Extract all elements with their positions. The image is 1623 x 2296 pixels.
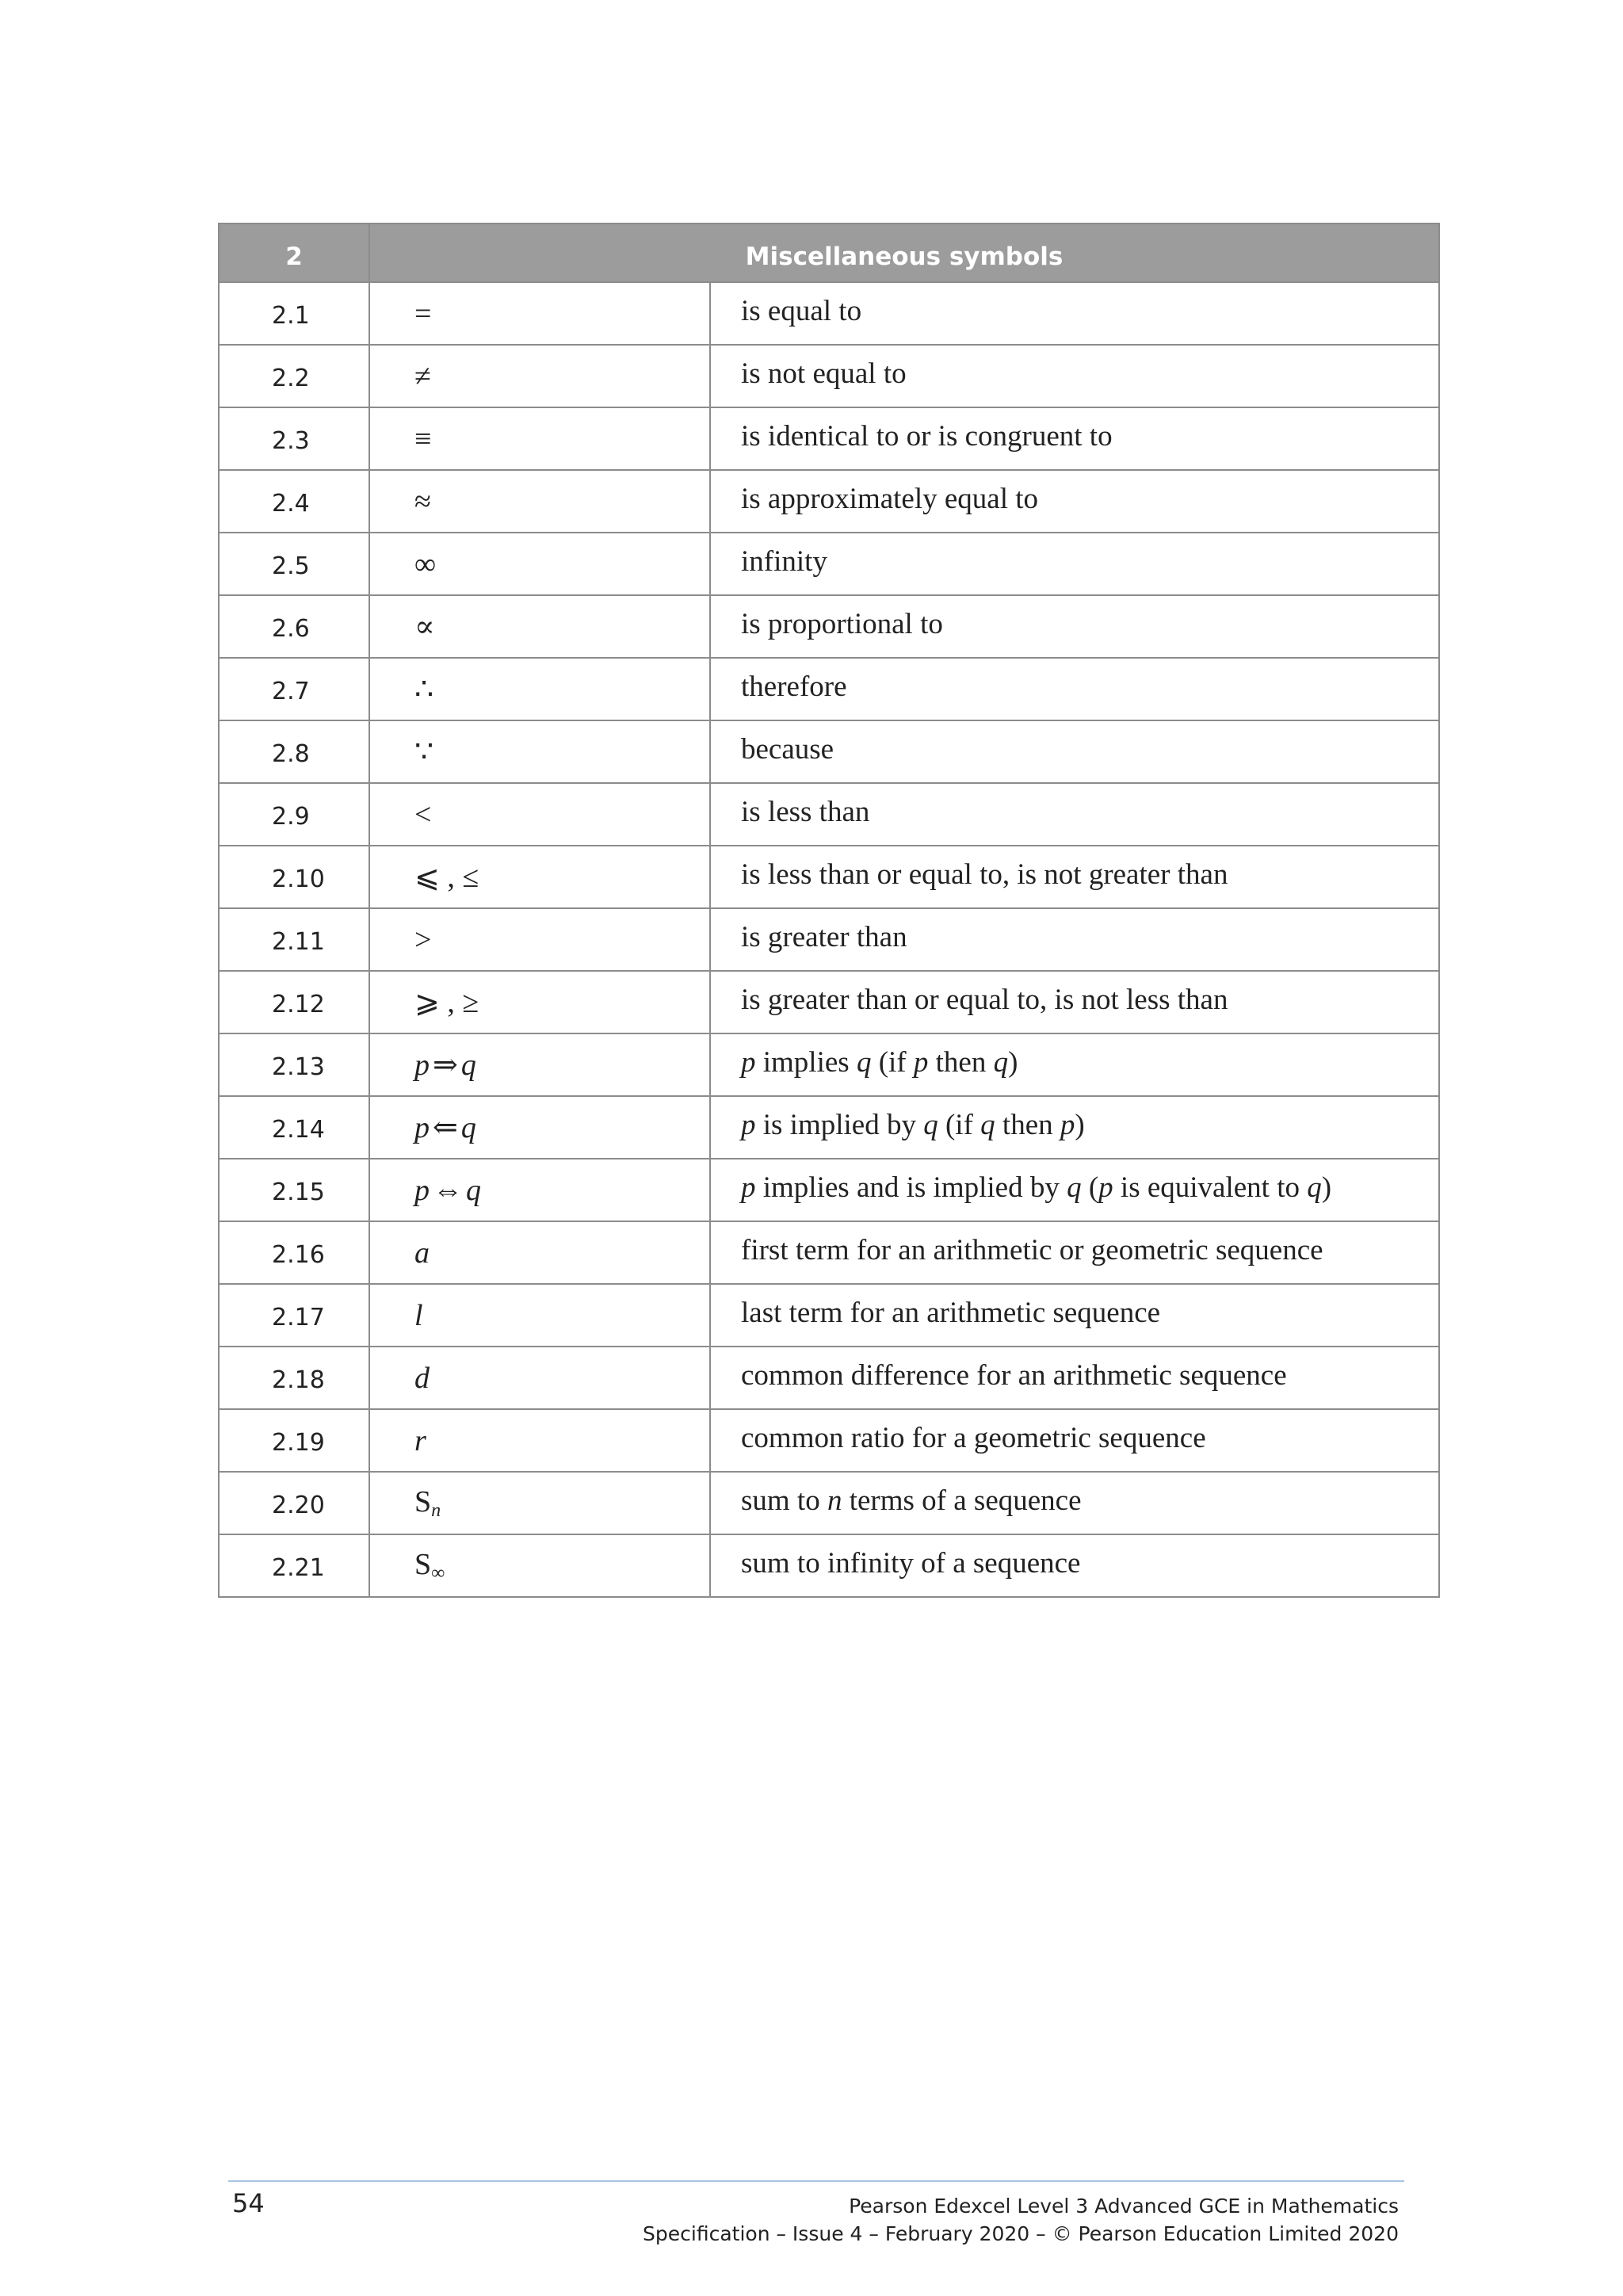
table-row <box>219 1534 1439 1597</box>
table-header-row <box>219 223 1439 282</box>
page-number: 54 <box>232 2188 265 2218</box>
meaning: last term for an arithmetic sequence <box>710 1284 1439 1347</box>
symbol-q: q <box>466 1173 481 1207</box>
symbols-table <box>218 223 1440 1598</box>
row-number: 2.10 <box>219 846 369 908</box>
meaning-part: then <box>928 1046 994 1079</box>
symbol: = <box>369 282 710 345</box>
meaning-part: sum to <box>741 1484 827 1517</box>
row-number: 2.15 <box>219 1159 369 1221</box>
row-number: 2.8 <box>219 720 369 783</box>
symbol <box>369 1159 710 1221</box>
row-number: 2.21 <box>219 1534 369 1597</box>
symbol: ≈ <box>369 470 710 533</box>
row-number: 2.13 <box>219 1033 369 1096</box>
row-number: 2.17 <box>219 1284 369 1347</box>
meaning: is less than or equal to, is not greater than <box>710 846 1439 908</box>
meaning-part: q <box>1067 1171 1082 1204</box>
row-number: 2.18 <box>219 1347 369 1409</box>
section-number: 2 <box>219 223 369 282</box>
meaning: is greater than or equal to, is not less than <box>710 971 1439 1033</box>
symbol-q: q <box>460 1049 476 1082</box>
footer-specification-issue: Specification – Issue 4 – February 2020 – © Pearson Education Limited 2020 <box>643 2222 1399 2245</box>
symbol: ∝ <box>369 595 710 658</box>
symbol: > <box>369 908 710 971</box>
row-number: 2.20 <box>219 1472 369 1534</box>
meaning <box>710 1472 1439 1534</box>
meaning: common difference for an arithmetic sequence <box>710 1347 1439 1409</box>
symbol <box>369 1033 710 1096</box>
row-number: 2.2 <box>219 345 369 407</box>
table-row <box>219 595 1439 658</box>
meaning-part: q <box>923 1109 938 1141</box>
meaning-part: q <box>993 1046 1009 1079</box>
symbol: ∵ <box>369 720 710 783</box>
meaning-part: q <box>856 1046 872 1079</box>
row-number: 2.6 <box>219 595 369 658</box>
symbol-base: S <box>414 1485 432 1519</box>
symbol: ≠ <box>369 345 710 407</box>
meaning <box>710 1159 1439 1221</box>
table-row <box>219 908 1439 971</box>
symbol-subscript: n <box>431 1500 441 1521</box>
implied-by-arrow: ⇐ <box>433 1111 458 1144</box>
meaning: is approximately equal to <box>710 470 1439 533</box>
symbol <box>369 1534 710 1597</box>
meaning-part: ) <box>1075 1109 1085 1141</box>
meaning-part: ) <box>1321 1171 1332 1204</box>
meaning: sum to infinity of a sequence <box>710 1534 1439 1597</box>
meaning: is greater than <box>710 908 1439 971</box>
symbol-p: p <box>414 1049 430 1082</box>
meaning-part: implies <box>755 1046 857 1079</box>
row-number: 2.19 <box>219 1409 369 1472</box>
table-row <box>219 1347 1439 1409</box>
table-row <box>219 1409 1439 1472</box>
meaning-part: (if <box>871 1046 914 1079</box>
meaning-part: p <box>741 1109 756 1141</box>
row-number: 2.9 <box>219 783 369 846</box>
row-number: 2.3 <box>219 407 369 470</box>
meaning-part: (if <box>938 1109 981 1141</box>
meaning-part: terms of a sequence <box>842 1484 1082 1517</box>
symbol-q: q <box>460 1111 476 1144</box>
symbol: ≡ <box>369 407 710 470</box>
meaning: is proportional to <box>710 595 1439 658</box>
symbol <box>369 1096 710 1159</box>
meaning <box>710 1033 1439 1096</box>
table-row <box>219 282 1439 345</box>
table-row <box>219 1472 1439 1534</box>
equivalent-arrow: ⇔ <box>433 1173 463 1207</box>
table-row <box>219 846 1439 908</box>
row-number: 2.7 <box>219 658 369 720</box>
symbol: a <box>369 1221 710 1284</box>
row-number: 2.12 <box>219 971 369 1033</box>
symbol-subscript: ∞ <box>431 1563 445 1584</box>
meaning: is identical to or is congruent to <box>710 407 1439 470</box>
meaning-part: p <box>913 1046 929 1079</box>
meaning-part: q <box>980 1109 995 1141</box>
implies-arrow: ⇒ <box>433 1049 458 1082</box>
meaning-part: p <box>741 1046 756 1079</box>
row-number: 2.4 <box>219 470 369 533</box>
symbol-base: S <box>414 1548 432 1581</box>
symbol: ⩾ , ≥ <box>369 971 710 1033</box>
meaning: infinity <box>710 533 1439 595</box>
meaning-part: p <box>741 1171 756 1204</box>
table-row <box>219 720 1439 783</box>
meaning: is equal to <box>710 282 1439 345</box>
meaning-part: then <box>995 1109 1060 1141</box>
table-row <box>219 533 1439 595</box>
symbol: ∞ <box>369 533 710 595</box>
symbol: ∴ <box>369 658 710 720</box>
meaning: common ratio for a geometric sequence <box>710 1409 1439 1472</box>
meaning-part: ( <box>1081 1171 1099 1204</box>
table-row <box>219 783 1439 846</box>
footer-publication-title: Pearson Edexcel Level 3 Advanced GCE in Mathematics <box>849 2195 1399 2218</box>
row-number: 2.1 <box>219 282 369 345</box>
meaning: is less than <box>710 783 1439 846</box>
meaning-part: is equivalent to <box>1113 1171 1308 1204</box>
table-row <box>219 345 1439 407</box>
footer-divider <box>228 2180 1404 2182</box>
symbol-p: p <box>414 1111 430 1144</box>
table-row <box>219 470 1439 533</box>
table-row <box>219 1159 1439 1221</box>
section-title: Miscellaneous symbols <box>369 223 1439 282</box>
row-number: 2.16 <box>219 1221 369 1284</box>
meaning-part: p <box>1060 1109 1075 1141</box>
symbol-p: p <box>414 1173 430 1207</box>
table-row <box>219 1284 1439 1347</box>
table-row <box>219 1221 1439 1284</box>
table-row <box>219 1096 1439 1159</box>
row-number: 2.5 <box>219 533 369 595</box>
meaning-part: q <box>1307 1171 1322 1204</box>
meaning-part: is implied by <box>755 1109 924 1141</box>
meaning: therefore <box>710 658 1439 720</box>
table-row <box>219 971 1439 1033</box>
meaning: because <box>710 720 1439 783</box>
symbol: < <box>369 783 710 846</box>
table-row <box>219 1033 1439 1096</box>
meaning <box>710 1096 1439 1159</box>
meaning: first term for an arithmetic or geometric sequence <box>710 1221 1439 1284</box>
row-number: 2.11 <box>219 908 369 971</box>
symbol: d <box>369 1347 710 1409</box>
meaning-part: implies and is implied by <box>755 1171 1067 1204</box>
symbol: r <box>369 1409 710 1472</box>
symbol <box>369 1472 710 1534</box>
table-row <box>219 658 1439 720</box>
meaning-part: p <box>1098 1171 1113 1204</box>
symbol: ⩽ , ≤ <box>369 846 710 908</box>
meaning-part: n <box>827 1484 842 1517</box>
meaning: is not equal to <box>710 345 1439 407</box>
table-row <box>219 407 1439 470</box>
meaning-part: ) <box>1008 1046 1018 1079</box>
symbol: l <box>369 1284 710 1347</box>
row-number: 2.14 <box>219 1096 369 1159</box>
